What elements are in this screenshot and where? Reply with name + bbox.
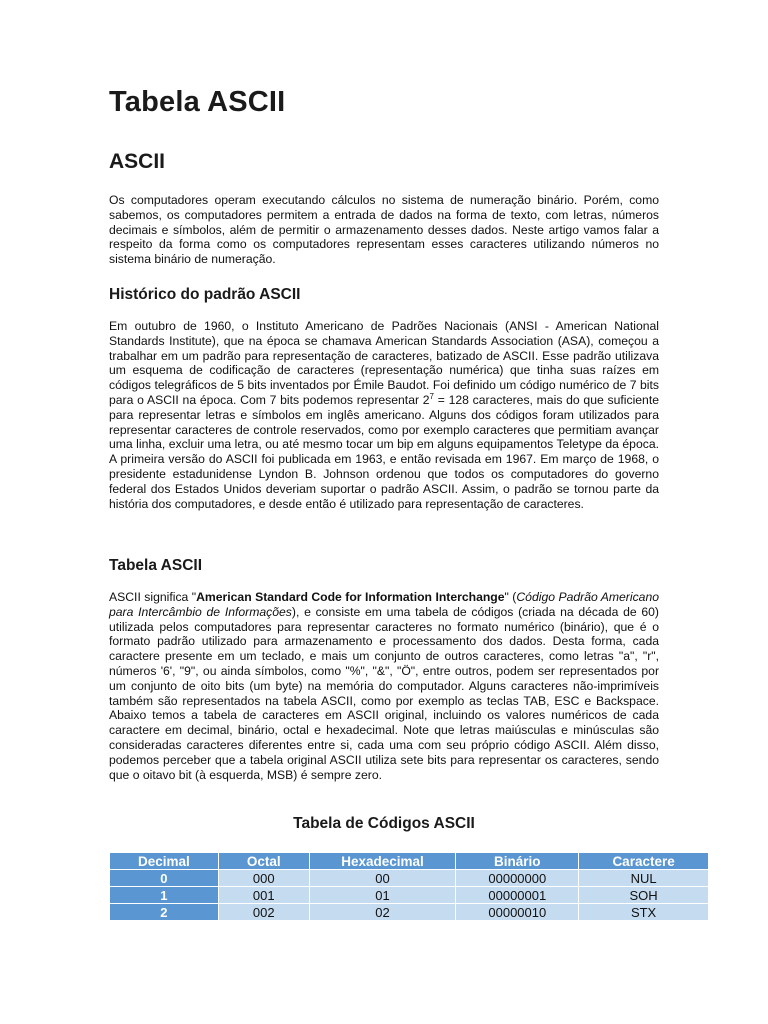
exponent: 7 [429,391,434,401]
tabela-text-b: " ( [504,590,517,604]
header-binario: Binário [456,853,579,870]
tabela-text-italic: Código Padrão Americano para Intercâmbio de Informações [109,590,659,619]
header-octal: Octal [218,853,309,870]
cell-caractere: SOH [579,887,709,904]
cell-hexadecimal: 01 [309,887,456,904]
tabela-text-c: ), e consiste em uma tabela de códigos (criada na década de 60) utilizada pelos computadores para representar caracteres no formato numérico (binário), que é o formato padrão utilizado para armazenamento e processamento dos dados. Desta forma, cada caractere presente em um teclado, e mais um conjunto de outros caracteres, como letras "a", "r", números '6', "9", ou ainda símbolos, como "%", "&", "Ö", entre outros, podem ser representados por um conjunto de oito bits (um byte) na memória do computador. Alguns caracteres não-imprimíveis também são representados na tabela ASCII, como por exemplo as teclas TAB, ESC e Backspace. Abaixo temos a tabela de caracteres em ASCII original, incluindo os valores numéricos de cada caractere em decimal, binário, octal e hexadecimal. Note que letras maiúsculas e minúsculas são consideradas caracteres diferentes entre si, cada uma com seu próprio código ASCII. Além disso, podemos perceber que a tabela original ASCII utiliza sete bits para representar os caracteres, sendo que o oitavo bit (à esquerda, MSB) é sempre zero. [109,604,659,782]
tabela-text-bold: American Standard Code for Information Interchange [196,590,505,604]
cell-binario: 00000000 [456,870,579,887]
section-heading-historico: Histórico do padrão ASCII [109,286,301,303]
cell-decimal: 0 [110,870,219,887]
header-hexadecimal: Hexadecimal [309,853,456,870]
cell-decimal: 2 [110,904,219,921]
cell-binario: 00000010 [456,904,579,921]
cell-octal: 001 [218,887,309,904]
header-decimal: Decimal [110,853,219,870]
ascii-code-table [109,852,709,921]
section-heading-ascii: ASCII [109,150,166,173]
historico-paragraph [109,319,659,511]
historico-text-part2: = 128 caracteres, mais do que suficiente para representar letras e símbolos em inglês americano. Alguns dos códigos foram utilizados para representar caracteres de controle reservados, como por exemplo caracteres que permitiam avançar uma linha, excluir uma letra, ou até mesmo tocar um bip em alguns equipamentos Teletype da época. A primeira versão do ASCII foi publicada em 1963, e então revisada em 1967. Em março de 1968, o presidente estadunidense Lyndon B. Johnson ordenou que todos os computadores do governo federal dos Estados Unidos deveriam suportar o padrão ASCII. Assim, o padrão se tornou parte da história dos computadores, e desde então é utilizado para representação de caracteres. [109,392,659,511]
cell-caractere: STX [579,904,709,921]
tabela-text-a: ASCII significa " [109,590,197,604]
tabela-paragraph [109,590,659,782]
intro-paragraph: Os computadores operam executando cálculos no sistema de numeração binário. Porém, como sabemos, os computadores permitem a entrada de dados na forma de texto, com letras, números decimais e símbolos, além de permitir o armazenamento desses dados. Neste artigo vamos falar a respeito da forma como os computadores representam esses caracteres utilizando números no sistema binário de numeração. [109,193,659,267]
cell-caractere: NUL [579,870,709,887]
cell-octal: 002 [218,904,309,921]
table-row [110,904,709,921]
page-title: Tabela ASCII [109,86,286,118]
header-caractere: Caractere [579,853,709,870]
cell-hexadecimal: 02 [309,904,456,921]
section-heading-tabela: Tabela ASCII [109,557,203,574]
table-row [110,870,709,887]
cell-hexadecimal: 00 [309,870,456,887]
cell-decimal: 1 [110,887,219,904]
table-header-row [110,853,709,870]
table-row [110,887,709,904]
table-title: Tabela de Códigos ASCII [293,815,475,832]
historico-text-part1: Em outubro de 1960, o Instituto Americano de Padrões Nacionais (ANSI - American National Standards Institute), que na época se chamava American Standards Association (ASA), começou a trabalhar em um padrão para representação de caracteres, batizado de ASCII. Esse padrão utilizava um esquema de codificação de caracteres (representação numérica) que tinha suas raízes em códigos telegráficos de 5 bits inventados por Émile Baudot. Foi definido um código numérico de 7 bits para o ASCII na época. Com 7 bits podemos representar 2 [109,319,659,407]
cell-octal: 000 [218,870,309,887]
cell-binario: 00000001 [456,887,579,904]
